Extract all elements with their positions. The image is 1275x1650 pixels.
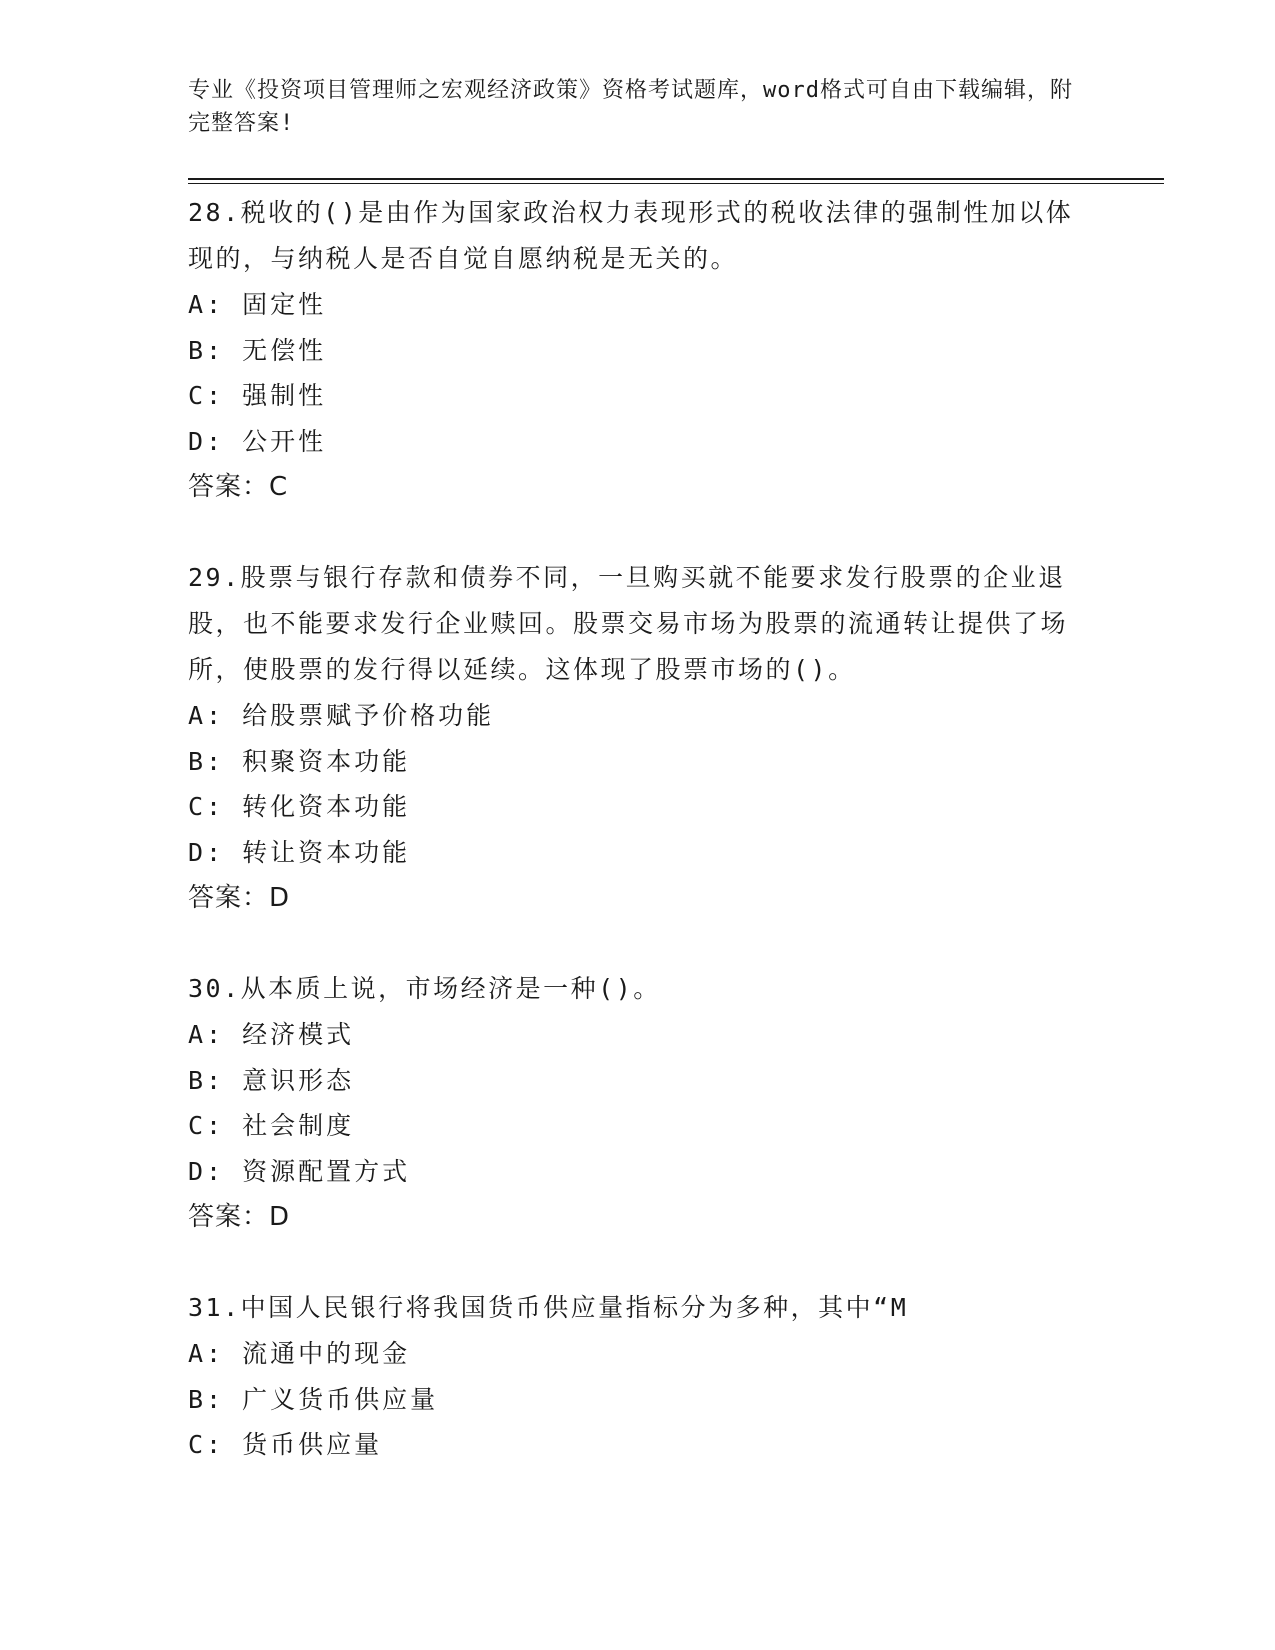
question-31 [188, 1285, 1088, 1468]
option-c: C: 转化资本功能 [188, 792, 411, 821]
question-stem: 31.中国人民银行将我国货币供应量指标分为多种，其中“M [188, 1293, 909, 1322]
answer-line: 答案：D [188, 1202, 291, 1232]
option-a: A: 经济模式 [188, 1020, 355, 1049]
option-d: D: 转让资本功能 [188, 837, 411, 867]
question-stem: 30.从本质上说，市场经济是一种()。 [188, 974, 661, 1003]
question-stem: 28.税收的()是由作为国家政治权力表现形式的税收法律的强制性加以体现的，与纳税人是否自觉自愿纳税是无关的。 [188, 198, 1074, 273]
option-a: A: 固定性 [188, 290, 327, 319]
document-header: 专业《投资项目管理师之宏观经济政策》资格考试题库，word格式可自由下载编辑，附完整答案! [188, 78, 1073, 136]
option-c: C: 强制性 [188, 381, 327, 410]
option-d: D: 公开性 [188, 426, 327, 456]
option-b: B: 无偿性 [188, 335, 327, 365]
option-c: C: 社会制度 [188, 1111, 355, 1140]
header-divider-thin [188, 183, 1164, 184]
question-list [188, 190, 1088, 1513]
answer-line: 答案：D [188, 883, 291, 913]
answer-line: 答案：C [188, 472, 289, 502]
header-divider-thick [188, 178, 1164, 180]
option-b: B: 广义货币供应量 [188, 1384, 439, 1414]
option-c: C: 货币供应量 [188, 1430, 383, 1459]
option-a: A: 流通中的现金 [188, 1339, 411, 1368]
question-28 [188, 190, 1088, 510]
option-a: A: 给股票赋予价格功能 [188, 701, 495, 730]
question-stem: 29.股票与银行存款和债券不同，一旦购买就不能要求发行股票的企业退股，也不能要求发行企业赎回。股票交易市场为股票的流通转让提供了场所，使股票的发行得以延续。这体现了股票市场的()。 [188, 563, 1069, 684]
option-b: B: 意识形态 [188, 1065, 355, 1095]
question-30 [188, 966, 1088, 1240]
option-b: B: 积聚资本功能 [188, 746, 411, 776]
option-d: D: 资源配置方式 [188, 1156, 411, 1186]
question-29 [188, 555, 1088, 921]
